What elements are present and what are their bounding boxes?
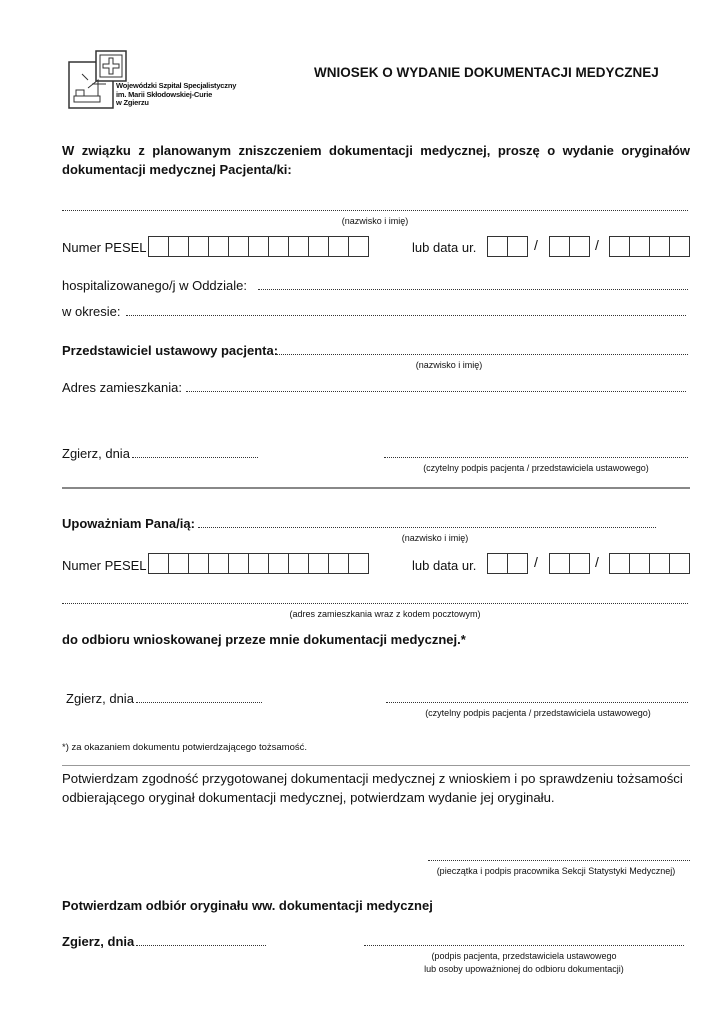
birth-date-label-2: lub data ur. — [412, 558, 477, 573]
representative-label: Przedstawiciel ustawowy pacjenta: — [62, 343, 279, 358]
authorized-address-caption: (adres zamieszkania wraz z kodem pocztowym) — [289, 609, 481, 619]
receipt-signature-line[interactable] — [364, 945, 684, 946]
birth-day-boxes-1[interactable] — [487, 236, 527, 257]
pesel-boxes-2[interactable] — [148, 553, 368, 574]
patient-name-line[interactable] — [62, 210, 688, 211]
signature-line-2[interactable] — [386, 702, 688, 703]
ward-label: hospitalizowanego/j w Oddziale: — [62, 278, 247, 293]
signature-caption-1: (czytelny podpis pacjenta / przedstawiciela ustawowego) — [423, 463, 649, 473]
receipt-caption-2: lub osoby upoważnionej do odbioru dokumentacji) — [424, 964, 624, 974]
footnote: *) za okazaniem dokumentu potwierdzającego tożsamość. — [62, 742, 308, 753]
authorized-name-line[interactable] — [198, 527, 656, 528]
signature-line-1[interactable] — [384, 457, 688, 458]
period-label: w okresie: — [62, 304, 121, 319]
date-separator: / — [595, 554, 599, 570]
birth-month-boxes-2[interactable] — [549, 553, 589, 574]
receipt-label: Potwierdzam odbiór oryginału ww. dokumentacji medycznej — [62, 898, 433, 913]
stamp-line[interactable] — [428, 860, 690, 861]
pesel-boxes-1[interactable] — [148, 236, 368, 257]
representative-caption: (nazwisko i imię) — [415, 360, 483, 370]
hospital-logo — [68, 50, 248, 112]
authorized-address-line[interactable] — [62, 603, 688, 604]
pesel-label-1: Numer PESEL — [62, 240, 147, 255]
pesel-label-2: Numer PESEL — [62, 558, 147, 573]
logo-line-2: im. Marii Skłodowskiej-Curie — [116, 89, 213, 99]
birth-month-boxes-1[interactable] — [549, 236, 589, 257]
date-separator: / — [595, 237, 599, 253]
address-line[interactable] — [186, 391, 686, 392]
authorized-name-caption: (nazwisko i imię) — [401, 533, 469, 543]
authorize-label: Upoważniam Pana/ią: — [62, 516, 195, 531]
patient-name-caption: (nazwisko i imię) — [341, 216, 409, 226]
confirmation-paragraph: Potwierdzam zgodność przygotowanej dokumentacji medycznej z wnioskiem i po sprawdzeniu tożsamości odbierającego oryginał dokumentacji medycznej, potwierdzam wydanie jej oryginału. — [62, 771, 683, 805]
pickup-text: do odbioru wnioskowanej przeze mnie dokumentacji medycznej.* — [62, 632, 466, 647]
receipt-caption-1: (podpis pacjenta, przedstawiciela ustawowego — [431, 951, 617, 961]
intro-paragraph: W związku z planowanym zniszczeniem dokumentacji medycznej, proszę o wydanie oryginałów dokumentacji medycznej Pacjenta/ki: — [62, 143, 690, 177]
stamp-caption: (pieczątka i podpis pracownika Sekcji Statystyki Medycznej) — [436, 866, 676, 876]
signature-caption-2: (czytelny podpis pacjenta / przedstawiciela ustawowego) — [425, 708, 651, 718]
address-label: Adres zamieszkania: — [62, 380, 182, 395]
period-line[interactable] — [126, 315, 686, 316]
section-divider — [62, 765, 690, 766]
date-separator: / — [534, 554, 538, 570]
date-line-1[interactable] — [132, 457, 258, 458]
place-date-label-3: Zgierz, dnia — [62, 934, 135, 949]
date-separator: / — [534, 237, 538, 253]
logo-line-3: w Zgierzu — [116, 98, 149, 107]
birth-date-label-1: lub data ur. — [412, 240, 477, 255]
birth-year-boxes-2[interactable] — [609, 553, 689, 574]
date-line-2[interactable] — [136, 702, 262, 703]
ward-line[interactable] — [258, 289, 688, 290]
date-line-3[interactable] — [136, 945, 266, 946]
document-title: WNIOSEK O WYDANIE DOKUMENTACJI MEDYCZNEJ — [314, 65, 659, 80]
place-date-label-2: Zgierz, dnia — [66, 691, 134, 706]
birth-day-boxes-2[interactable] — [487, 553, 527, 574]
birth-year-boxes-1[interactable] — [609, 236, 689, 257]
representative-line[interactable] — [276, 354, 688, 355]
place-date-label-1: Zgierz, dnia — [62, 446, 130, 461]
logo-line-1: Wojewódzki Szpital Specjalistyczny — [116, 81, 237, 90]
section-divider — [62, 487, 690, 489]
